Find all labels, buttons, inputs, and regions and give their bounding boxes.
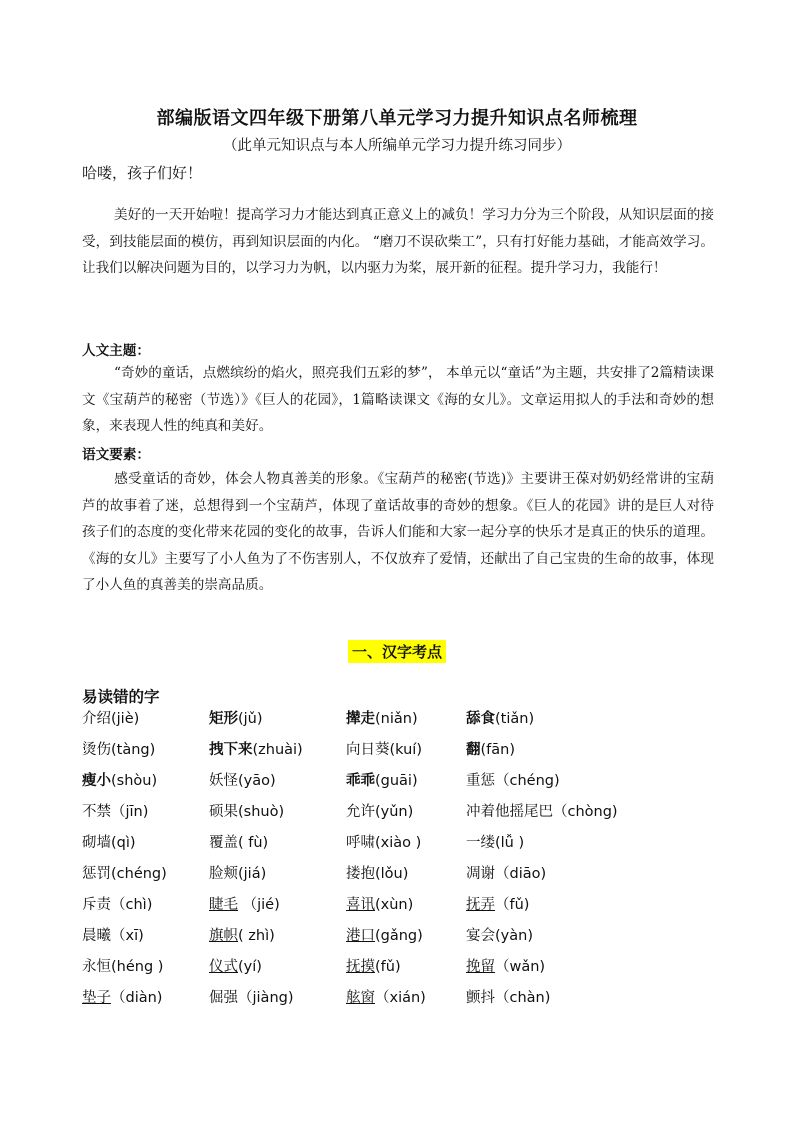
word-entry — [82, 708, 139, 730]
word-pinyin: (jiá) — [238, 866, 267, 882]
word-row — [82, 739, 722, 770]
word-entry — [346, 832, 421, 854]
word-entry — [466, 987, 550, 1009]
word-row — [82, 987, 722, 1018]
word-characters: 拽下来 — [209, 742, 253, 758]
word-entry — [209, 708, 263, 730]
word-pinyin: （jié) — [238, 897, 280, 913]
word-characters: 抚摸 — [346, 959, 375, 975]
word-characters: 允许 — [346, 804, 375, 820]
word-pinyin: (niǎn) — [375, 711, 418, 727]
word-characters: 舷窗 — [346, 990, 375, 1006]
word-characters: 港口 — [346, 928, 375, 944]
word-entry — [466, 708, 534, 730]
word-characters: 矩形 — [209, 711, 238, 727]
word-entry — [346, 987, 426, 1009]
word-entry — [82, 832, 136, 854]
word-characters: 砌墙 — [82, 835, 111, 851]
word-entry — [209, 863, 266, 885]
word-characters: 垫子 — [82, 990, 111, 1006]
word-pinyin: ( fù) — [238, 835, 269, 851]
word-entry — [346, 894, 413, 916]
word-row — [82, 770, 722, 801]
word-entry — [346, 770, 418, 792]
word-entry — [466, 739, 515, 761]
word-entry — [82, 894, 152, 916]
document-title: 部编版语文四年级下册第八单元学习力提升知识点名师梳理 — [156, 108, 638, 129]
word-characters: 永恒 — [82, 959, 111, 975]
word-characters: 硕果 — [209, 804, 238, 820]
word-entry — [346, 863, 408, 885]
word-row — [82, 708, 722, 739]
word-pinyin: (shuò) — [238, 804, 285, 820]
word-characters: 不禁 — [82, 804, 111, 820]
word-pinyin: (shòu) — [111, 773, 158, 789]
theme-heading: 人文主题： — [82, 343, 150, 359]
word-pinyin: （chàn) — [495, 990, 551, 1006]
word-characters: 一缕 — [466, 835, 495, 851]
word-characters: 搂抱 — [346, 866, 375, 882]
word-pinyin: (tiǎn) — [495, 711, 535, 727]
word-pinyin: (zhuài) — [252, 742, 303, 758]
word-pinyin: (héng ) — [111, 959, 164, 975]
word-entry — [466, 832, 524, 854]
requirements-text: 感受童话的奇妙，体会人物真善美的形象。《宝葫芦的秘密(节选)》主要讲王葆对奶奶经常讲的宝葫芦的故事着了迷，总想得到一个宝葫芦，体现了童话故事的奇妙的想象。《巨人的花园》讲的是巨人对待孩子们的态度的变化带来花园的变化的故事，告诉人们能和大家一起分享的快乐才是真正的快乐的道理。《海的女儿》主要写了小人鱼为了不伤害别人，不仅放弃了爱情，还献出了自己宝贵的生命的故事，体现了小人鱼的真善美的崇高品质。 — [82, 471, 714, 593]
word-characters: 斥责 — [82, 897, 111, 913]
word-entry — [82, 987, 162, 1009]
word-pinyin: (yǔn) — [375, 804, 414, 820]
word-characters: 喜讯 — [346, 897, 375, 913]
word-row — [82, 894, 722, 925]
word-characters: 倔强 — [209, 990, 238, 1006]
word-characters: 烫伤 — [82, 742, 111, 758]
word-entry — [466, 925, 533, 947]
word-entry — [209, 956, 262, 978]
section-heading-wrap — [0, 640, 794, 663]
word-pinyin: (qì) — [111, 835, 136, 851]
word-characters: 妖怪 — [209, 773, 238, 789]
word-entry — [346, 739, 422, 761]
word-characters: 惩罚 — [82, 866, 111, 882]
word-entry — [466, 956, 545, 978]
word-entry — [346, 801, 413, 823]
word-entry — [466, 801, 618, 823]
word-pinyin: (chéng) — [111, 866, 167, 882]
theme-paragraph — [82, 360, 714, 440]
word-pinyin: （chì) — [111, 897, 153, 913]
word-characters: 旗帜 — [209, 928, 238, 944]
word-pinyin: (yí) — [238, 959, 262, 975]
word-pinyin: (lǒu) — [375, 866, 409, 882]
word-characters: 翻 — [466, 742, 481, 758]
word-characters: 脸颊 — [209, 866, 238, 882]
word-entry — [82, 770, 157, 792]
word-characters: 宴会 — [466, 928, 495, 944]
word-pinyin: (tàng) — [111, 742, 156, 758]
theme-text: “奇妙的童话，点燃缤纷的焰火，照亮我们五彩的梦”， 本单元以“童话”为主题，共安排了2篇精读课文《宝葫芦的秘密（节选）》《巨人的花园》，1篇略读课文《海的女儿》。文章运用拟人的手法和奇妙的想象，来表现人性的纯真和美好。 — [82, 365, 714, 434]
word-entry — [82, 739, 155, 761]
word-pinyin: （chéng) — [495, 773, 560, 789]
word-characters: 呼啸 — [346, 835, 375, 851]
word-pinyin: （diāo) — [495, 866, 547, 882]
word-pinyin: （jiàng) — [238, 990, 294, 1006]
word-entry — [209, 925, 275, 947]
document-subtitle: （此单元知识点与本人所编单元学习力提升练习同步） — [223, 138, 571, 154]
word-entry — [346, 708, 418, 730]
word-row — [82, 832, 722, 863]
word-entry — [209, 739, 303, 761]
word-pinyin: （xī) — [111, 928, 144, 944]
word-entry — [466, 894, 529, 916]
word-grid — [82, 708, 722, 1018]
word-characters: 舔食 — [466, 711, 495, 727]
word-entry — [82, 956, 163, 978]
word-characters: 晨曦 — [82, 928, 111, 944]
word-pinyin: ( zhì) — [238, 928, 275, 944]
word-row — [82, 925, 722, 956]
word-pinyin: (jiè) — [111, 711, 140, 727]
word-entry — [466, 770, 560, 792]
word-characters: 抚弄 — [466, 897, 495, 913]
word-pinyin: (kuí) — [389, 742, 422, 758]
word-entry — [466, 863, 546, 885]
greeting: 哈喽，孩子们好！ — [82, 164, 203, 182]
word-characters: 睫毛 — [209, 897, 238, 913]
word-characters: 乖乖 — [346, 773, 375, 789]
word-pinyin: （fǔ) — [495, 897, 530, 913]
word-characters: 冲着他摇尾巴 — [466, 804, 553, 820]
word-characters: 重惩 — [466, 773, 495, 789]
word-pinyin: （wǎn) — [495, 959, 546, 975]
word-characters: 介绍 — [82, 711, 111, 727]
word-pinyin: (yāo) — [238, 773, 276, 789]
word-entry — [346, 925, 423, 947]
word-characters: 覆盖 — [209, 835, 238, 851]
word-entry — [209, 832, 268, 854]
word-row — [82, 863, 722, 894]
word-characters: 挽留 — [466, 959, 495, 975]
word-pinyin: （xián) — [375, 990, 426, 1006]
word-characters: 凋谢 — [466, 866, 495, 882]
word-characters: 向日葵 — [346, 742, 390, 758]
word-pinyin: （diàn) — [111, 990, 163, 1006]
word-entry — [209, 770, 276, 792]
word-pinyin: (lǚ ) — [495, 835, 525, 851]
word-pinyin: （jīn) — [111, 804, 149, 820]
word-row — [82, 956, 722, 987]
word-list-heading: 易读错的字 — [82, 688, 160, 706]
word-pinyin: (xiào ) — [375, 835, 422, 851]
word-entry — [209, 987, 294, 1009]
word-characters: 撵走 — [346, 711, 375, 727]
word-entry — [82, 801, 148, 823]
word-characters: 颤抖 — [466, 990, 495, 1006]
word-row — [82, 801, 722, 832]
word-characters: 瘦小 — [82, 773, 111, 789]
requirements-paragraph — [82, 466, 714, 599]
word-pinyin: (xùn) — [375, 897, 414, 913]
intro-text: 美好的一天开始啦！提高学习力才能达到真正意义上的减负！学习力分为三个阶段，从知识层面的接受，到技能层面的模仿，再到知识层面的内化。 “磨刀不误砍柴工”，只有打好能力基础，才能高效学习。让我们以解决问题为目的，以学习力为帆，以内驱力为桨，展开新的征程。提升学习力，我能行！ — [82, 207, 714, 276]
requirements-heading: 语文要素： — [82, 447, 150, 463]
section-title-highlight: 一、汉字考点 — [348, 640, 446, 663]
word-entry — [209, 801, 284, 823]
word-entry — [82, 925, 144, 947]
word-pinyin: (fǔ) — [375, 959, 401, 975]
word-pinyin: (yàn) — [495, 928, 533, 944]
word-pinyin: (guāi) — [375, 773, 418, 789]
word-pinyin: (jǔ) — [238, 711, 263, 727]
word-entry — [346, 956, 401, 978]
word-entry — [209, 894, 280, 916]
word-characters: 仪式 — [209, 959, 238, 975]
word-pinyin: (gǎng) — [375, 928, 423, 944]
word-pinyin: (fān) — [480, 742, 515, 758]
word-entry — [82, 863, 167, 885]
intro-paragraph — [82, 202, 714, 282]
word-pinyin: （chòng) — [553, 804, 618, 820]
